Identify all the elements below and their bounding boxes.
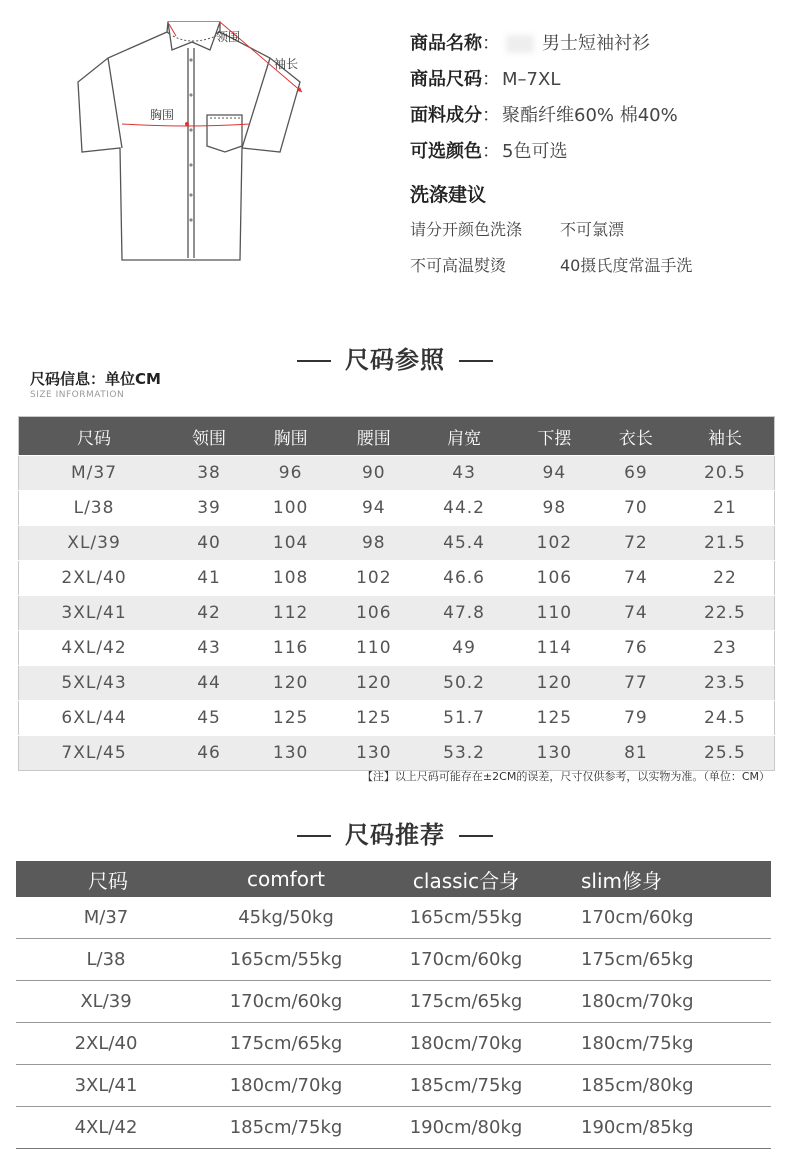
table-row [19,736,775,771]
size-chart-title-text: 尺码参照 [345,346,445,374]
size-cell: 3XL/41 [19,596,170,631]
value-cell: 112 [249,596,332,631]
recommend-title-text: 尺码推荐 [345,821,445,849]
colon: ： [482,33,500,54]
value-cell: 72 [596,526,676,561]
value-cell: 180cm/75kg [556,1023,771,1065]
value-cell: 106 [332,596,415,631]
colon: ： [482,105,500,126]
value-cell: 175cm/65kg [376,981,556,1023]
size-cell: XL/39 [16,981,196,1023]
wash-item: 不可氯漂 [560,220,625,239]
size-cell: 2XL/40 [16,1023,196,1065]
value-cell: 45kg/50kg [196,897,376,939]
value-cell: 77 [596,666,676,701]
value-cell: 110 [513,596,596,631]
value-cell: 120 [332,666,415,701]
size-cell: 4XL/42 [16,1107,196,1149]
value-cell: 49 [415,631,512,666]
value-cell: 125 [513,701,596,736]
value-cell: 102 [332,561,415,596]
product-color-value: 5色可选 [502,141,568,162]
value-cell: 102 [513,526,596,561]
size-cell: L/38 [19,491,170,526]
header-cell: 腰围 [332,417,415,456]
header-cell: 肩宽 [415,417,512,456]
value-cell: 190cm/80kg [376,1107,556,1149]
value-cell: 125 [249,701,332,736]
value-cell: 180cm/70kg [556,981,771,1023]
table-header-row [16,861,771,897]
size-cell: XL/39 [19,526,170,561]
table-row [16,939,771,981]
size-info-en: SIZE INFORMATION [30,390,125,400]
header-cell: slim修身 [556,861,771,897]
value-cell: 90 [332,456,415,491]
size-cell: 3XL/41 [16,1065,196,1107]
header-cell: 袖长 [676,417,775,456]
value-cell: 46 [169,736,249,771]
value-cell: 74 [596,561,676,596]
product-color-key: 可选颜色 [410,141,482,162]
header-cell: 衣长 [596,417,676,456]
product-name-value: 男士短袖衬衫 [542,33,650,54]
product-size-key: 商品尺码 [410,69,482,90]
value-cell: 45.4 [415,526,512,561]
value-cell: 21 [676,491,775,526]
size-cell: 6XL/44 [19,701,170,736]
value-cell: 74 [596,596,676,631]
table-row [19,631,775,666]
value-cell: 47.8 [415,596,512,631]
value-cell: 96 [249,456,332,491]
value-cell: 120 [513,666,596,701]
value-cell: 114 [513,631,596,666]
value-cell: 116 [249,631,332,666]
size-cell: M/37 [19,456,170,491]
value-cell: 110 [332,631,415,666]
product-fabric-key: 面料成分 [410,105,482,126]
recommend-table [16,861,771,1149]
value-cell: 46.6 [415,561,512,596]
product-name-row [410,29,650,55]
value-cell: 130 [332,736,415,771]
size-cell: 7XL/45 [19,736,170,771]
header-cell: 尺码 [19,417,170,456]
value-cell: 180cm/70kg [376,1023,556,1065]
value-cell: 125 [332,701,415,736]
table-row [19,526,775,561]
value-cell: 23 [676,631,775,666]
colon: ： [482,69,500,90]
table-row [16,1107,771,1149]
brand-blur [506,35,534,53]
value-cell: 44.2 [415,491,512,526]
value-cell: 43 [415,456,512,491]
value-cell: 45 [169,701,249,736]
table-row [16,1065,771,1107]
title-dash-right [459,835,493,837]
size-chart-table [18,416,775,771]
value-cell: 165cm/55kg [196,939,376,981]
product-color-row [410,137,567,163]
value-cell: 44 [169,666,249,701]
chest-label: 胸围 [150,108,175,122]
table-row [16,981,771,1023]
value-cell: 94 [332,491,415,526]
value-cell: 21.5 [676,526,775,561]
value-cell: 51.7 [415,701,512,736]
size-cell: 4XL/42 [19,631,170,666]
value-cell: 42 [169,596,249,631]
value-cell: 170cm/60kg [376,939,556,981]
size-note: 【注】以上尺码可能存在±2CM的误差，尺寸仅供参考，以实物为准。（单位：CM） [361,770,770,783]
recommend-title [0,815,790,850]
size-cell: L/38 [16,939,196,981]
value-cell: 23.5 [676,666,775,701]
value-cell: 185cm/80kg [556,1065,771,1107]
header-cell: 下摆 [513,417,596,456]
value-cell: 190cm/85kg [556,1107,771,1149]
value-cell: 81 [596,736,676,771]
value-cell: 41 [169,561,249,596]
title-dash-right [459,360,493,362]
value-cell: 43 [169,631,249,666]
wash-item: 请分开颜色洗涤 [410,220,523,239]
value-cell: 39 [169,491,249,526]
size-cell: 5XL/43 [19,666,170,701]
value-cell: 98 [332,526,415,561]
value-cell: 70 [596,491,676,526]
header-cell: comfort [196,861,376,897]
value-cell: 79 [596,701,676,736]
value-cell: 24.5 [676,701,775,736]
table-row [19,596,775,631]
collar-label: 领围 [216,30,241,44]
value-cell: 22.5 [676,596,775,631]
shirt-diagram [70,0,310,265]
wash-item: 40摄氏度常温手洗 [560,256,693,275]
value-cell: 76 [596,631,676,666]
value-cell: 175cm/65kg [196,1023,376,1065]
value-cell: 106 [513,561,596,596]
table-row [19,666,775,701]
value-cell: 40 [169,526,249,561]
table-row [19,561,775,596]
value-cell: 175cm/65kg [556,939,771,981]
table-row [19,701,775,736]
value-cell: 170cm/60kg [556,897,771,939]
value-cell: 53.2 [415,736,512,771]
table-row [19,491,775,526]
value-cell: 20.5 [676,456,775,491]
product-fabric-value: 聚酯纤维60% 棉40% [502,105,678,126]
table-row [19,456,775,491]
header-cell: classic合身 [376,861,556,897]
wash-item: 不可高温熨烫 [410,256,507,275]
value-cell: 130 [513,736,596,771]
value-cell: 94 [513,456,596,491]
value-cell: 170cm/60kg [196,981,376,1023]
sleeve-label: 袖长 [274,57,299,71]
value-cell: 100 [249,491,332,526]
value-cell: 120 [249,666,332,701]
size-info-label: 尺码信息：单位CM [30,370,161,388]
value-cell: 38 [169,456,249,491]
value-cell: 165cm/55kg [376,897,556,939]
table-header-row [19,417,775,456]
value-cell: 180cm/70kg [196,1065,376,1107]
header-cell: 领围 [169,417,249,456]
colon: ： [482,141,500,162]
value-cell: 25.5 [676,736,775,771]
value-cell: 98 [513,491,596,526]
value-cell: 185cm/75kg [376,1065,556,1107]
product-name-key: 商品名称 [410,33,482,54]
value-cell: 108 [249,561,332,596]
product-size-row [410,65,560,91]
product-size-value: M–7XL [502,69,561,90]
size-cell: M/37 [16,897,196,939]
wash-title: 洗涤建议 [410,184,487,206]
header-cell: 尺码 [16,861,196,897]
title-dash-left [297,360,331,362]
value-cell: 22 [676,561,775,596]
header-cell: 胸围 [249,417,332,456]
table-row [16,1023,771,1065]
value-cell: 130 [249,736,332,771]
value-cell: 69 [596,456,676,491]
value-cell: 50.2 [415,666,512,701]
value-cell: 104 [249,526,332,561]
table-row [16,897,771,939]
size-cell: 2XL/40 [19,561,170,596]
value-cell: 185cm/75kg [196,1107,376,1149]
product-fabric-row [410,101,678,127]
title-dash-left [297,835,331,837]
